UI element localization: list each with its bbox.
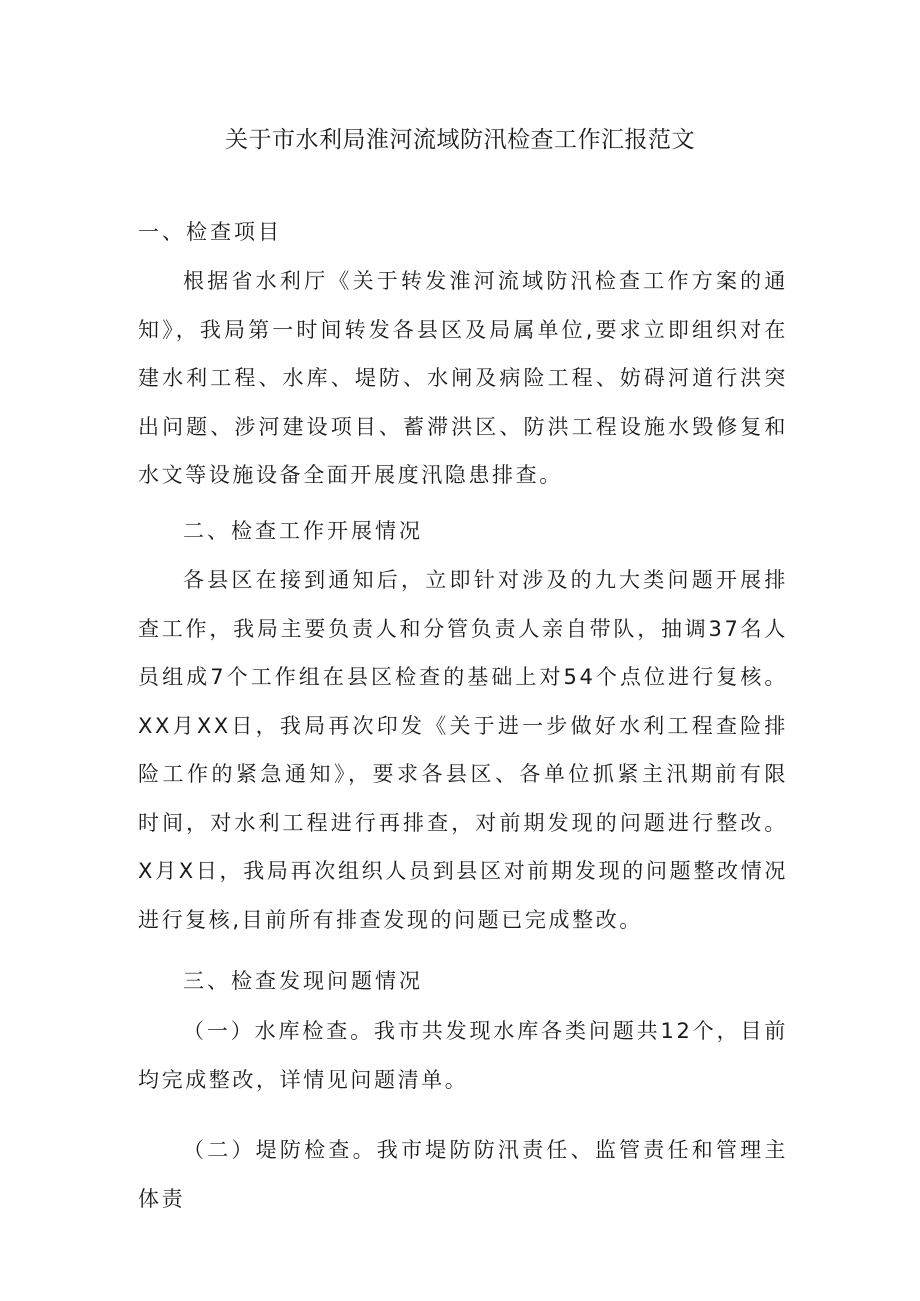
section-heading-problems-found: 三、检查发现问题情况 (183, 969, 423, 993)
section-heading-inspection-items: 一、检查项目 (138, 220, 282, 244)
paragraph-work-progress: 各县区在接到通知后，立即针对涉及的九大类问题开展排查工作，我局主要负责人和分管负责人亲自带队，抽调37名人员组成7个工作组在县区检查的基础上对54个点位进行复核。XX月XX日，我局再次印发《关于进一步做好水利工程查险排险工作的紧急通知》，要求各县区、各单位抓紧主汛期前有限时间，对水利工程进行再排查，对前期发现的问题进行整改。X月X日，我局再次组织人员到县区对前期发现的问题整改情况进行复核,目前所有排查发现的问题已完成整改。 (138, 568, 788, 932)
document-title: 关于市水利局淮河流域防汛检查工作汇报范文 (225, 127, 695, 153)
paragraph-reservoir-inspection: （一）水库检查。我市共发现水库各类问题共12个，目前均完成整改，详情见问题清单。 (138, 1019, 788, 1092)
section-heading-work-progress: 二、检查工作开展情况 (183, 519, 423, 543)
paragraph-embankment-inspection: （二）堤防检查。我市堤防防汛责任、监管责任和管理主体责 (138, 1138, 788, 1211)
paragraph-inspection-items: 根据省水利厅《关于转发淮河流域防汛检查工作方案的通知》，我局第一时间转发各县区及局属单位,要求立即组织对在建水利工程、水库、堤防、水闸及病险工程、妨碍河道行洪突出问题、涉河建设项目、蓄滞洪区、防洪工程设施水毁修复和水文等设施设备全面开展度汛隐患排查。 (138, 269, 788, 487)
